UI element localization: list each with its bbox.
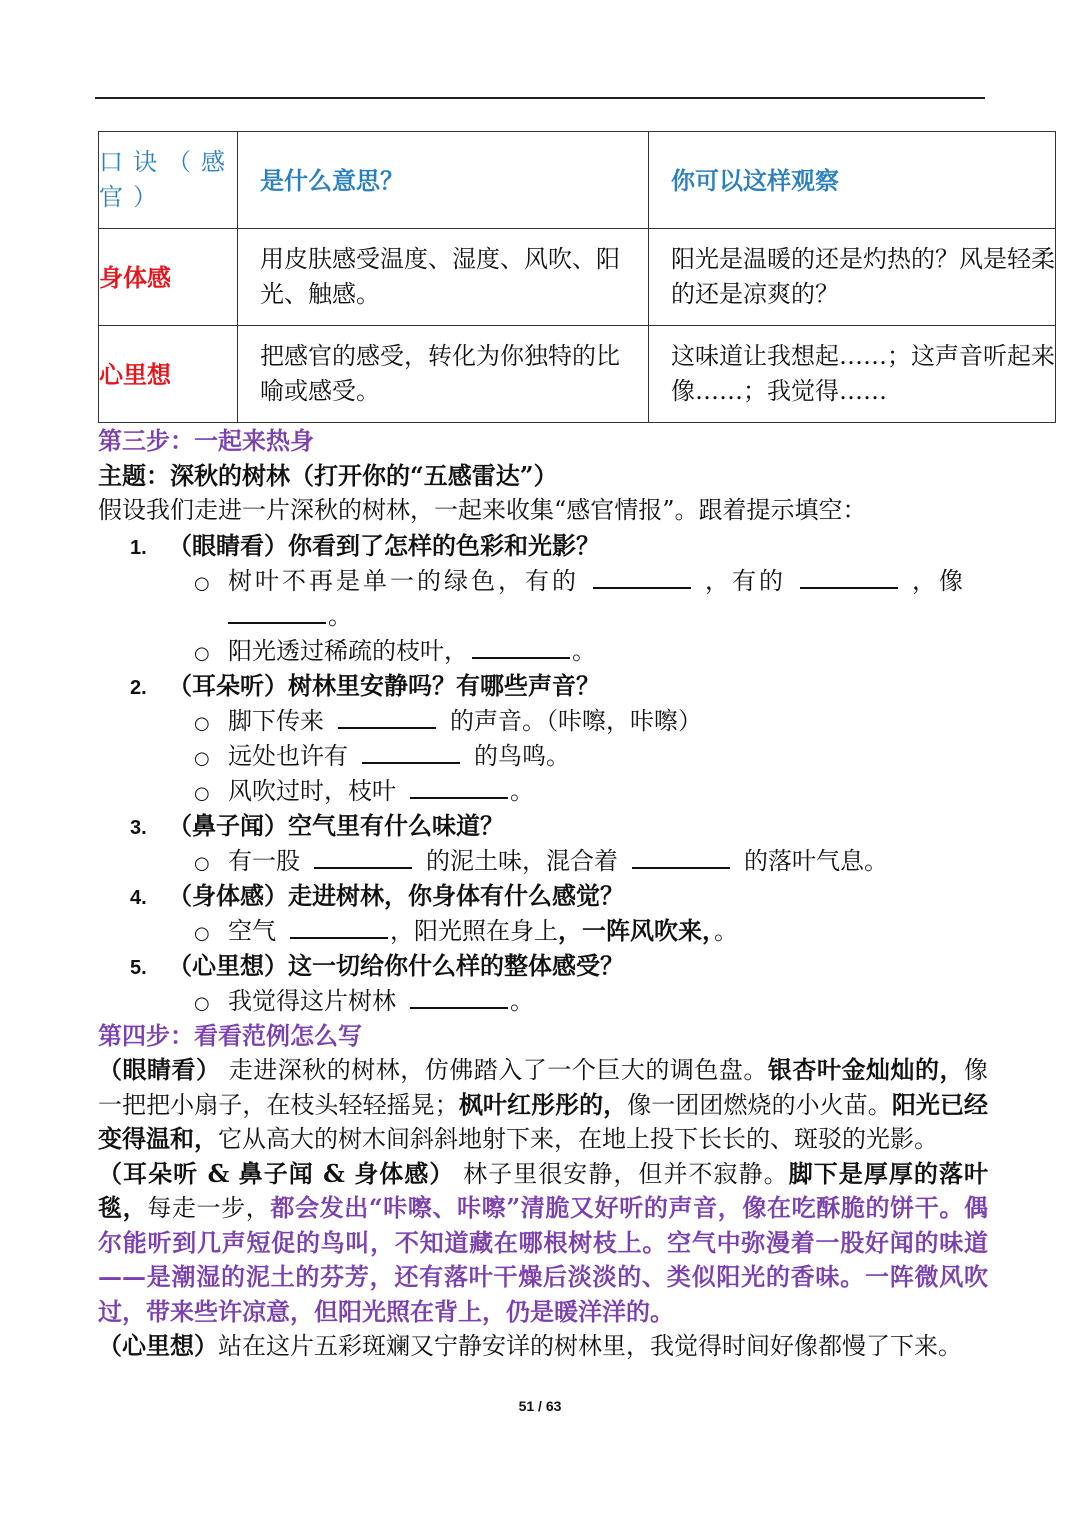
fill-blank[interactable]: [472, 633, 570, 659]
step3-intro: 假设我们走进一片深秋的树林，一起来收集“感官情报”。跟着提示填空：: [98, 496, 867, 524]
sense-tag: （心里想）: [98, 1331, 218, 1360]
prompt-text: ，阳光照在身上: [390, 917, 558, 945]
header-rule: [95, 97, 985, 99]
list-item: [98, 913, 988, 948]
list-item: [98, 843, 988, 878]
list-item: [98, 563, 988, 598]
prompt-text: ，像: [912, 567, 966, 595]
prompt-text: ，一阵风吹来，: [558, 916, 714, 945]
question-number: 4.: [130, 887, 147, 909]
example-paragraph-2: [98, 1157, 988, 1330]
highlight-text: 银杏叶金灿灿的，: [767, 1055, 965, 1084]
prompt-text: 。: [510, 777, 534, 805]
question-number: 5.: [130, 957, 147, 979]
fill-blank[interactable]: [593, 563, 691, 589]
step4-title: 第四步：看看范例怎么写: [98, 1021, 362, 1050]
list-item: [98, 703, 988, 738]
example-paragraph-3: [98, 1329, 988, 1364]
bullet-icon: ○: [194, 993, 210, 1014]
fill-blank[interactable]: [314, 843, 412, 869]
header-sense: 口诀（感官）: [99, 132, 238, 229]
step3-theme: 主题：深秋的树林（打开你的“五感雷达”）: [98, 461, 558, 490]
paragraph-text: 它从高大的树木间斜斜地射下来，在地上投下长长的、斑驳的光影。: [218, 1125, 938, 1153]
row-sense: 心里想: [99, 326, 238, 423]
prompt-text: 阳光透过稀疏的枝叶，: [228, 637, 468, 665]
row-sense: 身体感: [99, 229, 238, 326]
prompt-text: 空气: [228, 917, 276, 945]
prompt-text: 远处也许有: [228, 742, 348, 770]
prompt-text: 。: [714, 917, 738, 945]
row-observe: 这味道让我想起……；这声音听起来像……；我觉得……: [649, 326, 1056, 423]
question-text: （鼻子闻）空气里有什么味道？: [168, 811, 504, 840]
row-meaning: 用皮肤感受温度、湿度、风吹、阳光、触感。: [238, 229, 649, 326]
fill-blank[interactable]: [362, 738, 460, 764]
fill-blank[interactable]: [228, 598, 326, 624]
question-text: （身体感）走进树林，你身体有什么感觉？: [168, 881, 624, 910]
question-number: 1.: [130, 537, 147, 559]
worksheet-content: [98, 423, 988, 1364]
fill-blank[interactable]: [410, 773, 508, 799]
highlight-text: 脚下是厚厚的落叶毯，: [98, 1158, 988, 1222]
list-item: [98, 983, 988, 1018]
question-text: （耳朵听）树林里安静吗？有哪些声音？: [168, 671, 600, 700]
paragraph-text: 每走一步，: [147, 1194, 271, 1222]
list-item-continued: [98, 598, 988, 633]
prompt-text: 我觉得这片树林: [228, 987, 396, 1015]
bullet-icon: ○: [194, 853, 210, 874]
sense-tag: （耳朵听 & 鼻子闻 & 身体感）: [98, 1158, 455, 1188]
prompt-text: 脚下传来: [228, 707, 324, 735]
prompt-text: 风吹过时，枝叶: [228, 777, 396, 805]
paragraph-text: 林子里很安静，但并不寂静。: [463, 1159, 789, 1188]
step3-title: 第三步：一起来热身: [98, 426, 314, 455]
question-4: [98, 878, 988, 913]
prompt-text: 的泥土味，混合着: [426, 847, 618, 875]
purple-highlight-text: 都会发出“咔嚓、咔嚓”清脆又好听的声音，像在吃酥脆的饼干。偶尔能听到几声短促的鸟叫，不知道藏在哪根树枝上。空气中弥漫着一股好闻的味道——是潮湿的泥土的芬芳，还有落叶干燥后淡淡的、类似阳光的香味。一阵微风吹过，带来些许凉意，但阳光照在背上，仍是暖洋洋的。: [98, 1193, 989, 1326]
fill-blank[interactable]: [632, 843, 730, 869]
fill-blank[interactable]: [290, 913, 388, 939]
example-paragraph-1: [98, 1053, 988, 1157]
question-text: （眼睛看）你看到了怎样的色彩和光影？: [168, 531, 600, 560]
list-item: [98, 633, 988, 668]
highlight-text: 阳光已经变得温和，: [98, 1089, 989, 1153]
question-5: [98, 948, 988, 983]
table-row: [99, 229, 1056, 326]
bullet-icon: ○: [194, 573, 213, 594]
question-3: [98, 808, 988, 843]
prompt-text: 的鸟鸣。: [474, 742, 570, 770]
question-number: 3.: [130, 817, 147, 839]
question-2: [98, 668, 988, 703]
bullet-icon: ○: [194, 713, 210, 734]
page-number: 51 / 63: [518, 1398, 562, 1414]
paragraph-text: 走进深秋的树林，仿佛踏入了一个巨大的调色盘。: [228, 1056, 768, 1084]
header-observe: 你可以这样观察: [649, 132, 1056, 229]
prompt-text: 。: [328, 602, 352, 630]
paragraph-text: 站在这片五彩斑斓又宁静安详的树林里，我觉得时间好像都慢了下来。: [218, 1332, 962, 1360]
table-row: [99, 326, 1056, 423]
fill-blank[interactable]: [338, 703, 436, 729]
senses-table: [98, 131, 1056, 423]
table-header-row: [99, 132, 1056, 229]
paragraph-text: 像一把把小扇子，在枝头轻轻摇晃；: [98, 1056, 989, 1119]
bullet-icon: ○: [194, 643, 210, 664]
bullet-icon: ○: [194, 748, 210, 769]
bullet-icon: ○: [194, 923, 210, 944]
prompt-text: ，有的: [705, 567, 786, 595]
prompt-text: 。: [510, 987, 534, 1015]
fill-blank[interactable]: [800, 563, 898, 589]
row-meaning: 把感官的感受，转化为你独特的比喻或感受。: [238, 326, 649, 423]
row-observe: 阳光是温暖的还是灼热的？风是轻柔的还是凉爽的？: [649, 229, 1056, 326]
question-1: [98, 528, 988, 563]
question-number: 2.: [130, 677, 147, 699]
list-item: [98, 773, 988, 808]
prompt-text: 。: [572, 637, 596, 665]
prompt-text: 树叶不再是单一的绿色，有的: [228, 567, 579, 595]
highlight-text: 枫叶红彤彤的，: [458, 1089, 628, 1119]
sense-tag: （眼睛看）: [98, 1055, 221, 1084]
prompt-text: 有一股: [228, 847, 300, 875]
question-text: （心里想）这一切给你什么样的整体感受？: [168, 951, 624, 980]
prompt-text: 的声音。（咔嚓，咔嚓）: [450, 707, 702, 735]
prompt-text: 的落叶气息。: [744, 847, 888, 875]
fill-blank[interactable]: [410, 983, 508, 1009]
paragraph-text: 像一团团燃烧的小火苗。: [627, 1090, 892, 1119]
header-meaning: 是什么意思？: [238, 132, 649, 229]
bullet-icon: ○: [194, 783, 210, 804]
list-item: [98, 738, 988, 773]
